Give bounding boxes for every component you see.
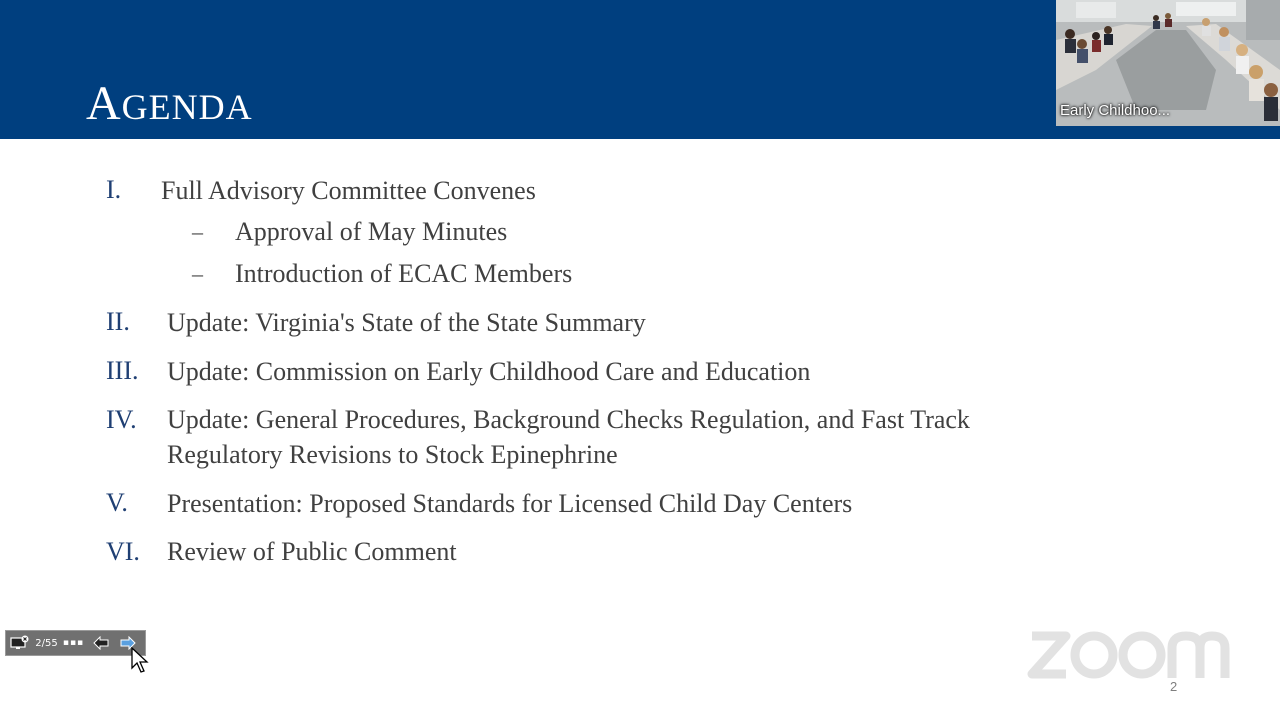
more-icon: ▪▪▪ <box>62 638 85 648</box>
slide-page-number: 2 <box>1170 679 1178 694</box>
presentation-toolbar <box>5 630 146 656</box>
screen-share-icon <box>10 635 30 651</box>
agenda-numeral-2: II. <box>106 307 130 336</box>
cursor-icon <box>131 647 151 675</box>
subitem-2: Introduction of ECAC Members <box>235 259 573 288</box>
agenda-numeral-6: VI. <box>106 537 140 566</box>
previous-arrow-icon <box>92 636 110 650</box>
agenda-item-3: Update: Commission on Early Childhood Care and Education <box>167 357 811 386</box>
participant-name-label: Early Childhoo... <box>1060 102 1171 119</box>
more-options-button[interactable] <box>60 631 87 655</box>
agenda-numeral-1: I. <box>106 175 122 204</box>
subitem-bullet-1: – <box>192 219 203 244</box>
agenda-item-1: Full Advisory Committee Convenes <box>161 176 536 205</box>
agenda-numeral-5: V. <box>106 488 128 517</box>
agenda-numeral-3: III. <box>106 356 139 385</box>
agenda-item-4-line-2: Regulatory Revisions to Stock Epinephrine <box>167 440 618 469</box>
agenda-item-2: Update: Virginia's State of the State Summary <box>167 308 646 337</box>
screen-share-button[interactable] <box>6 631 33 655</box>
subitem-bullet-2: – <box>192 261 203 286</box>
zoom-logo <box>1026 628 1230 682</box>
title-rest: GENDA <box>121 87 253 127</box>
agenda-numeral-4: IV. <box>106 405 137 434</box>
participant-video-tile[interactable] <box>1056 0 1280 126</box>
zoom-level-button[interactable] <box>33 631 60 655</box>
title-first-letter: A <box>86 77 122 130</box>
agenda-item-5: Presentation: Proposed Standards for Licensed Child Day Centers <box>167 489 853 518</box>
slide-title <box>86 78 253 133</box>
agenda-item-6: Review of Public Comment <box>167 537 457 566</box>
zoom-level-icon: 2/55 <box>35 637 58 649</box>
previous-slide-button[interactable] <box>87 631 114 655</box>
agenda-item-4: Update: General Procedures, Background Checks Regulation, and Fast Track <box>167 405 970 434</box>
subitem-1: Approval of May Minutes <box>235 217 508 246</box>
